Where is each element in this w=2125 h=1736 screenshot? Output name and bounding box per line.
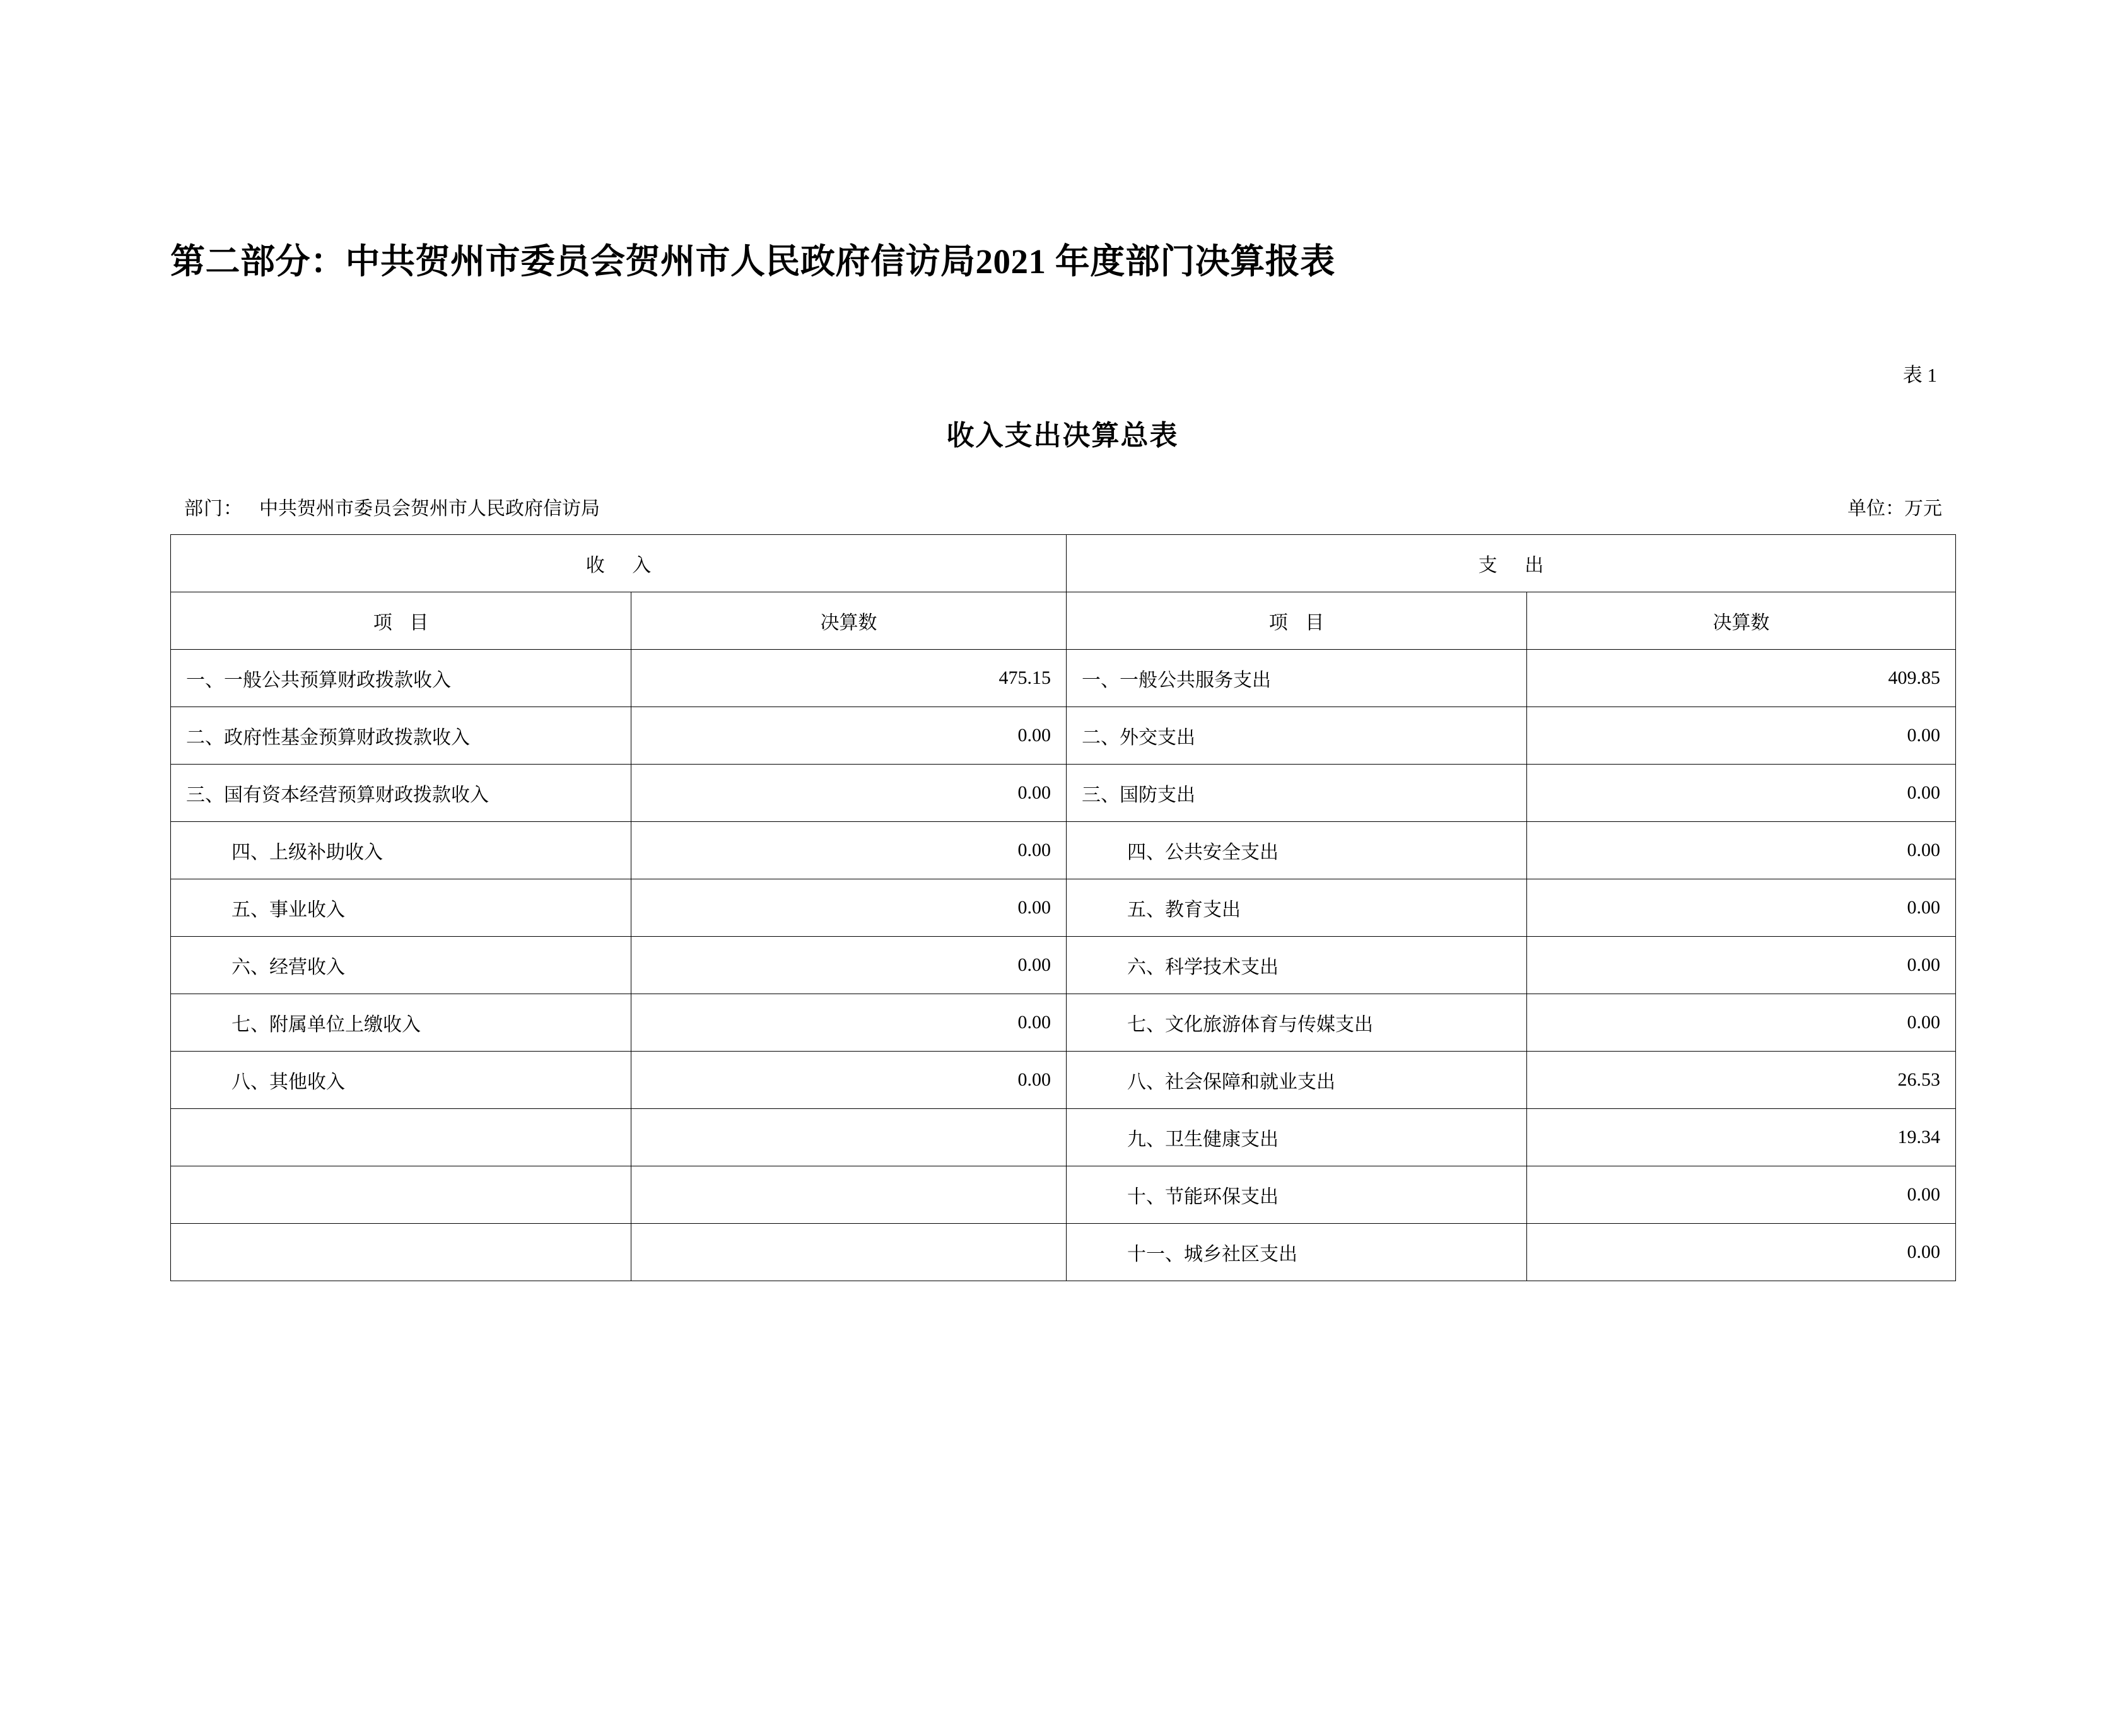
table-row: [171, 879, 1956, 937]
column-header-expense-value: 决算数: [1527, 592, 1956, 650]
income-value: [631, 1166, 1067, 1224]
expense-value: 0.00: [1527, 879, 1956, 937]
department-label: 部门：: [184, 498, 243, 519]
income-value: [631, 1109, 1067, 1166]
department-line: [170, 493, 600, 520]
table-group-header-row: [171, 535, 1956, 592]
income-item: 四、上级补助收入: [171, 822, 631, 879]
expense-value: 0.00: [1527, 1224, 1956, 1281]
table-index-label: 表 1: [1902, 364, 1937, 386]
income-item: 六、经营收入: [171, 937, 631, 994]
department-value: 中共贺州市委员会贺州市人民政府信访局: [259, 498, 600, 519]
income-item: 五、事业收入: [171, 879, 631, 937]
income-item: [171, 1166, 631, 1224]
group-header-income: 收 入: [171, 535, 1067, 592]
column-header-expense-item: 项 目: [1067, 592, 1527, 650]
expense-item: 一、一般公共服务支出: [1067, 650, 1527, 707]
income-value: 0.00: [631, 994, 1067, 1052]
income-item: [171, 1109, 631, 1166]
expense-value: 409.85: [1527, 650, 1956, 707]
expense-item: 十一、城乡社区支出: [1067, 1224, 1527, 1281]
expense-item: 三、国防支出: [1067, 765, 1527, 822]
expense-item: 五、教育支出: [1067, 879, 1527, 937]
unit-label: 单位：万元: [1847, 498, 1942, 519]
income-value: 0.00: [631, 937, 1067, 994]
income-value: 475.15: [631, 650, 1067, 707]
expense-item: 八、社会保障和就业支出: [1067, 1052, 1527, 1109]
document-page: [0, 233, 2125, 1736]
column-header-income-value: 决算数: [631, 592, 1067, 650]
expense-value: 0.00: [1527, 822, 1956, 879]
table-row: [171, 650, 1956, 707]
expense-value: 26.53: [1527, 1052, 1956, 1109]
table-title: 收入支出决算总表: [946, 420, 1179, 451]
table-column-header-row: [171, 592, 1956, 650]
income-value: 0.00: [631, 822, 1067, 879]
expense-value: 19.34: [1527, 1109, 1956, 1166]
group-header-expense: 支 出: [1067, 535, 1956, 592]
income-value: 0.00: [631, 765, 1067, 822]
column-header-income-item: 项 目: [171, 592, 631, 650]
expense-value: 0.00: [1527, 765, 1956, 822]
table-meta-row: [170, 493, 1955, 520]
table-row: [171, 1109, 1956, 1166]
expense-value: 0.00: [1527, 994, 1956, 1052]
income-value: 0.00: [631, 879, 1067, 937]
table-row: [171, 937, 1956, 994]
income-value: 0.00: [631, 707, 1067, 765]
expense-value: 0.00: [1527, 937, 1956, 994]
expense-item: 四、公共安全支出: [1067, 822, 1527, 879]
expense-item: 六、科学技术支出: [1067, 937, 1527, 994]
income-item: 七、附属单位上缴收入: [171, 994, 631, 1052]
table-row: [171, 765, 1956, 822]
table-row: [171, 822, 1956, 879]
income-item: 八、其他收入: [171, 1052, 631, 1109]
table-row: [171, 1052, 1956, 1109]
income-item: 二、政府性基金预算财政拨款收入: [171, 707, 631, 765]
income-value: 0.00: [631, 1052, 1067, 1109]
table-row: [171, 1224, 1956, 1281]
table-row: [171, 1166, 1956, 1224]
expense-item: 十、节能环保支出: [1067, 1166, 1527, 1224]
income-item: 一、一般公共预算财政拨款收入: [171, 650, 631, 707]
table-row: [171, 707, 1956, 765]
expense-item: 九、卫生健康支出: [1067, 1109, 1527, 1166]
expense-value: 0.00: [1527, 707, 1956, 765]
income-item: [171, 1224, 631, 1281]
expense-item: 二、外交支出: [1067, 707, 1527, 765]
income-value: [631, 1224, 1067, 1281]
table-row: [171, 994, 1956, 1052]
expense-item: 七、文化旅游体育与传媒支出: [1067, 994, 1527, 1052]
income-expense-table: [170, 534, 1956, 1281]
income-item: 三、国有资本经营预算财政拨款收入: [171, 765, 631, 822]
expense-value: 0.00: [1527, 1166, 1956, 1224]
document-heading: 第二部分：中共贺州市委员会贺州市人民政府信访局2021 年度部门决算报表: [170, 242, 1335, 281]
